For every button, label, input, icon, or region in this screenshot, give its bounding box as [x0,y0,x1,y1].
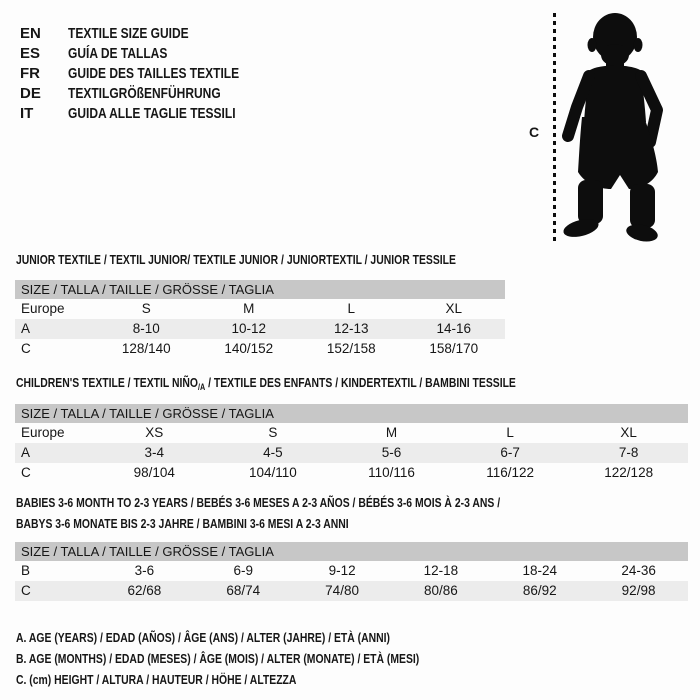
language-code: EN [20,25,41,42]
row-label: B [21,563,31,578]
language-title: GUIDA ALLE TAGLIE TESSILI [68,105,236,122]
row-label: C [21,465,31,480]
height-cell: 98/104 [133,465,175,480]
table-row-age [15,443,688,463]
size-cell: XS [145,425,164,440]
row-label: C [21,583,31,598]
table-row-height [15,581,688,601]
size-header-row: SIZE / TALLA / TAILLE / GRÖSSE / TAGLIA [15,280,505,299]
size-header-row: SIZE / TALLA / TAILLE / GRÖSSE / TAGLIA [15,404,688,423]
height-cell: 116/122 [486,465,534,480]
height-cell: 110/116 [368,465,415,480]
height-measure-dashed-line [553,13,556,245]
months-cell: 18-24 [522,563,557,578]
age-cell: 4-5 [263,445,283,460]
height-cell: 140/152 [224,341,274,356]
language-title: GUÍA DE TALLAS [68,45,168,62]
height-cell: 62/68 [127,583,162,598]
height-cell: 128/140 [121,341,171,356]
height-cell: 122/128 [604,465,654,480]
language-row-en [20,24,282,44]
months-cell: 24-36 [621,563,656,578]
size-cell: L [347,301,355,316]
language-code: ES [20,45,41,62]
size-cell: S [141,301,151,316]
footnote-c: C. (cm) HEIGHT / ALTURA / HAUTEUR / HÖHE / ALTEZZA [16,672,297,687]
age-cell: 12-13 [333,321,369,336]
language-row-es [20,44,282,64]
language-row-fr [20,64,282,84]
height-cell: 68/74 [226,583,261,598]
height-cell: 158/170 [429,341,479,356]
babies-table-title: BABIES 3-6 MONTH TO 2-3 YEARS / BEBÉS 3-6 MESES A 2-3 AÑOS / BÉBÉS 3-6 MOIS À 2-3 ANS / BABYS 3-6 MONATE BIS 2-3 JAHRE / BAMBINI 3-6 MESI A 2-3 ANNI [16,495,501,531]
row-label: A [21,321,31,336]
age-cell: 10-12 [231,321,267,336]
age-cell: 14-16 [436,321,472,336]
size-cell: M [385,425,398,440]
table-row-months [15,561,688,581]
babies-size-table [15,542,688,601]
age-cell: 8-10 [132,321,160,336]
size-cell: XL [445,301,462,316]
footnote-b: B. AGE (MONTHS) / EDAD (MESES) / ÂGE (MOIS) / ALTER (MONATE) / ETÀ (MESI) [16,651,420,666]
height-cell: 80/86 [424,583,458,598]
children-size-table [15,404,688,483]
size-cell: XL [620,425,637,440]
age-cell: 6-7 [500,445,520,460]
height-measure-label: C [529,124,540,140]
table-row-europe [15,299,505,319]
language-title: GUIDE DES TAILLES TEXTILE [68,65,240,82]
age-cell: 5-6 [381,445,402,460]
size-cell: S [268,425,278,440]
row-label: A [21,445,31,460]
height-cell: 104/110 [248,465,297,480]
height-cell: 86/92 [522,583,557,598]
table-row-age [15,319,505,339]
table-row-height [15,339,505,359]
subscript-a: /A [197,382,206,392]
row-label: Europe [21,425,65,440]
months-cell: 9-12 [328,563,356,578]
months-cell: 3-6 [134,563,155,578]
height-cell: 74/80 [325,583,359,598]
height-cell: 92/98 [621,583,656,598]
height-cell: 152/158 [326,341,376,356]
footnote-a: A. AGE (YEARS) / EDAD (AÑOS) / ÂGE (ANS) / ALTER (JAHRE) / ETÀ (ANNI) [16,630,391,645]
months-cell: 12-18 [423,563,459,578]
language-code: DE [20,85,41,102]
language-list [20,24,282,124]
months-cell: 6-9 [233,563,253,578]
language-row-de [20,84,282,104]
junior-size-table [15,280,505,359]
language-code: FR [20,65,40,82]
footnotes [16,627,520,690]
children-table-title: CHILDREN'S TEXTILE / TEXTIL $NIÑO_{/A}$ / TEXTILE DES ENFANTS / KINDERTEXTIL / BAMBINI TESSILE [16,375,516,392]
junior-table-title: JUNIOR TEXTILE / TEXTIL JUNIOR/ TEXTILE JUNIOR / JUNIORTEXTIL / JUNIOR TESSILE [16,252,456,267]
table-row-europe [15,423,688,443]
table-row-height [15,463,688,483]
language-code: IT [20,105,34,122]
size-cell: L [506,425,514,440]
age-cell: 3-4 [144,445,165,460]
size-header-row: SIZE / TALLA / TAILLE / GRÖSSE / TAGLIA [15,542,688,561]
row-label: C [21,341,31,356]
language-title: TEXTILE SIZE GUIDE [68,25,189,42]
row-label: Europe [21,301,65,316]
age-cell: 7-8 [618,445,639,460]
toddler-silhouette-icon [560,12,664,242]
size-cell: M [243,301,255,316]
language-row-it [20,104,282,124]
language-title: TEXTILGRÖßENFÜHRUNG [68,85,221,102]
